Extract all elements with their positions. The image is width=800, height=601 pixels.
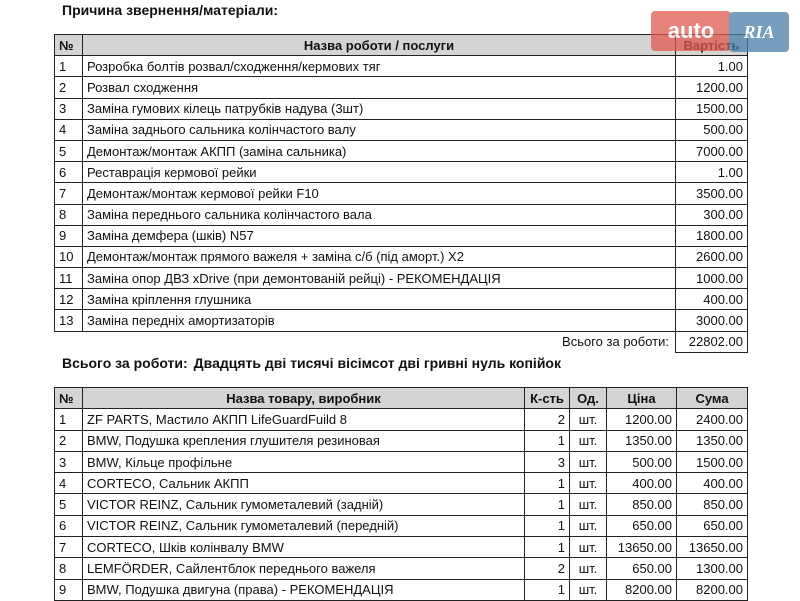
works-row-price: 1000.00 (676, 268, 748, 289)
works-row-num: 3 (55, 98, 83, 119)
works-row-num: 4 (55, 119, 83, 140)
goods-header-qty: К-сть (525, 388, 570, 409)
goods-row-name: CORTECO, Сальник АКПП (83, 473, 525, 494)
goods-header-row (55, 388, 748, 409)
goods-row-num: 5 (55, 494, 83, 515)
goods-row-sum: 1350.00 (677, 430, 748, 451)
works-row-name: Заміна опор ДВЗ xDrive (при демонтованій рейці) - РЕКОМЕНДАЦІЯ (83, 268, 676, 289)
goods-row-num: 8 (55, 558, 83, 579)
goods-row-qty: 1 (525, 537, 570, 558)
works-total-label: Всього за роботи: (562, 334, 669, 350)
goods-row-num: 1 (55, 409, 83, 430)
goods-row-unit: шт. (570, 451, 607, 472)
goods-row-sum: 650.00 (677, 515, 748, 536)
goods-row-qty: 2 (525, 409, 570, 430)
works-row-name: Заміна передніх амортизаторів (83, 310, 676, 331)
works-row-name: Заміна кріплення глушника (83, 289, 676, 310)
goods-row-unit: шт. (570, 558, 607, 579)
goods-row (55, 409, 748, 430)
goods-row-name: VICTOR REINZ, Сальник гумометалевий (задній) (83, 494, 525, 515)
goods-row (55, 558, 748, 579)
goods-row-sum: 850.00 (677, 494, 748, 515)
works-row-name: Заміна демфера (шків) N57 (83, 225, 676, 246)
goods-row (55, 515, 748, 536)
works-row (55, 225, 748, 246)
goods-row-price: 1350.00 (607, 430, 677, 451)
goods-row-num: 2 (55, 430, 83, 451)
works-row (55, 119, 748, 140)
total-words-label: Всього за роботи: (62, 355, 188, 371)
goods-row-qty: 1 (525, 430, 570, 451)
reason-heading: Причина звернення/матеріали: (62, 2, 279, 18)
goods-row-unit: шт. (570, 430, 607, 451)
works-row-num: 6 (55, 162, 83, 183)
works-row-num: 10 (55, 246, 83, 267)
total-words-text: Двадцять дві тисячі вісімсот дві гривні нуль копійок (193, 355, 561, 371)
works-row-price: 300.00 (676, 204, 748, 225)
works-row (55, 162, 748, 183)
works-total-value: 22802.00 (676, 331, 748, 352)
works-row-name: Реставрація кермової рейки (83, 162, 676, 183)
works-header-row (55, 35, 748, 56)
goods-header-sum: Сума (677, 388, 748, 409)
works-row-name: Демонтаж/монтаж кермової рейки F10 (83, 183, 676, 204)
autoria-watermark-logo (651, 11, 791, 55)
goods-row-num: 3 (55, 451, 83, 472)
logo-ria-part: RIA (729, 12, 789, 52)
goods-row-sum: 2400.00 (677, 409, 748, 430)
goods-row-price: 1200.00 (607, 409, 677, 430)
works-row-num: 13 (55, 310, 83, 331)
works-row-name: Заміна переднього сальника колінчастого вала (83, 204, 676, 225)
goods-row-num: 6 (55, 515, 83, 536)
works-row-num: 11 (55, 268, 83, 289)
goods-row-sum: 8200.00 (677, 579, 748, 600)
goods-row-sum: 1300.00 (677, 558, 748, 579)
goods-row-num: 7 (55, 537, 83, 558)
goods-row-num: 4 (55, 473, 83, 494)
logo-auto-part: auto (651, 11, 731, 51)
works-row (55, 310, 748, 331)
works-row-num: 12 (55, 289, 83, 310)
goods-row (55, 537, 748, 558)
goods-row-price: 13650.00 (607, 537, 677, 558)
goods-row-sum: 400.00 (677, 473, 748, 494)
total-words-line (62, 355, 561, 371)
goods-header-name: Назва товару, виробник (83, 388, 525, 409)
goods-row-name: LEMFÖRDER, Сайлентблок переднього важеля (83, 558, 525, 579)
works-row-num: 5 (55, 140, 83, 161)
goods-row-name: BMW, Подушка крепления глушителя резиновая (83, 430, 525, 451)
works-row (55, 98, 748, 119)
goods-row-qty: 1 (525, 494, 570, 515)
works-header-name: Назва роботи / послуги (83, 35, 676, 56)
goods-row (55, 430, 748, 451)
goods-row-qty: 3 (525, 451, 570, 472)
works-row (55, 140, 748, 161)
goods-row (55, 473, 748, 494)
works-row-name: Розвал сходження (83, 77, 676, 98)
works-row-num: 9 (55, 225, 83, 246)
works-row-name: Демонтаж/монтаж прямого важеля + заміна с/б (під аморт.) X2 (83, 246, 676, 267)
works-row (55, 268, 748, 289)
goods-row-unit: шт. (570, 579, 607, 600)
works-row-name: Демонтаж/монтаж АКПП (заміна сальника) (83, 140, 676, 161)
goods-row-unit: шт. (570, 515, 607, 536)
goods-row-name: CORTECO, Шків колінвалу BMW (83, 537, 525, 558)
works-row-price: 500.00 (676, 119, 748, 140)
works-row-name: Заміна гумових кілець патрубків надува (3шт) (83, 98, 676, 119)
works-row-price: 400.00 (676, 289, 748, 310)
works-total-row (55, 331, 748, 352)
works-row-price: 3000.00 (676, 310, 748, 331)
works-row (55, 246, 748, 267)
works-row (55, 77, 748, 98)
works-row-price: 1200.00 (676, 77, 748, 98)
goods-row-unit: шт. (570, 494, 607, 515)
works-row-name: Розробка болтів розвал/сходження/кермових тяг (83, 56, 676, 77)
goods-row-unit: шт. (570, 537, 607, 558)
works-row (55, 56, 748, 77)
goods-body (55, 409, 748, 601)
works-row-name: Заміна заднього сальника колінчастого валу (83, 119, 676, 140)
goods-row (55, 494, 748, 515)
goods-row-name: VICTOR REINZ, Сальник гумометалевий (передній) (83, 515, 525, 536)
works-header-num: № (55, 35, 83, 56)
works-row (55, 183, 748, 204)
works-row (55, 204, 748, 225)
goods-row-name: ZF PARTS, Мастило АКПП LifeGuardFuild 8 (83, 409, 525, 430)
goods-row (55, 579, 748, 600)
works-row-price: 1800.00 (676, 225, 748, 246)
goods-header-price: Ціна (607, 388, 677, 409)
goods-row-unit: шт. (570, 473, 607, 494)
goods-row-sum: 13650.00 (677, 537, 748, 558)
works-row-price: 1.00 (676, 162, 748, 183)
works-row-num: 2 (55, 77, 83, 98)
goods-row-price: 400.00 (607, 473, 677, 494)
works-row-price: 7000.00 (676, 140, 748, 161)
works-table (54, 34, 748, 353)
goods-row-unit: шт. (570, 409, 607, 430)
goods-row-name: BMW, Подушка двигуна (права) - РЕКОМЕНДАЦІЯ (83, 579, 525, 600)
goods-row-qty: 1 (525, 579, 570, 600)
works-row-num: 1 (55, 56, 83, 77)
goods-row-price: 850.00 (607, 494, 677, 515)
works-row-price: 1500.00 (676, 98, 748, 119)
goods-row-price: 650.00 (607, 515, 677, 536)
goods-row (55, 451, 748, 472)
works-row-price: 2600.00 (676, 246, 748, 267)
goods-row-sum: 1500.00 (677, 451, 748, 472)
goods-header-unit: Од. (570, 388, 607, 409)
goods-row-name: BMW, Кільце профільне (83, 451, 525, 472)
goods-row-price: 500.00 (607, 451, 677, 472)
works-body (55, 56, 748, 353)
works-row-price: 3500.00 (676, 183, 748, 204)
works-row (55, 289, 748, 310)
goods-row-price: 650.00 (607, 558, 677, 579)
goods-row-qty: 2 (525, 558, 570, 579)
goods-row-qty: 1 (525, 515, 570, 536)
goods-table (54, 387, 748, 601)
works-row-num: 7 (55, 183, 83, 204)
works-row-num: 8 (55, 204, 83, 225)
works-row-price: 1.00 (676, 56, 748, 77)
goods-row-qty: 1 (525, 473, 570, 494)
goods-row-num: 9 (55, 579, 83, 600)
goods-row-price: 8200.00 (607, 579, 677, 600)
goods-header-num: № (55, 388, 83, 409)
